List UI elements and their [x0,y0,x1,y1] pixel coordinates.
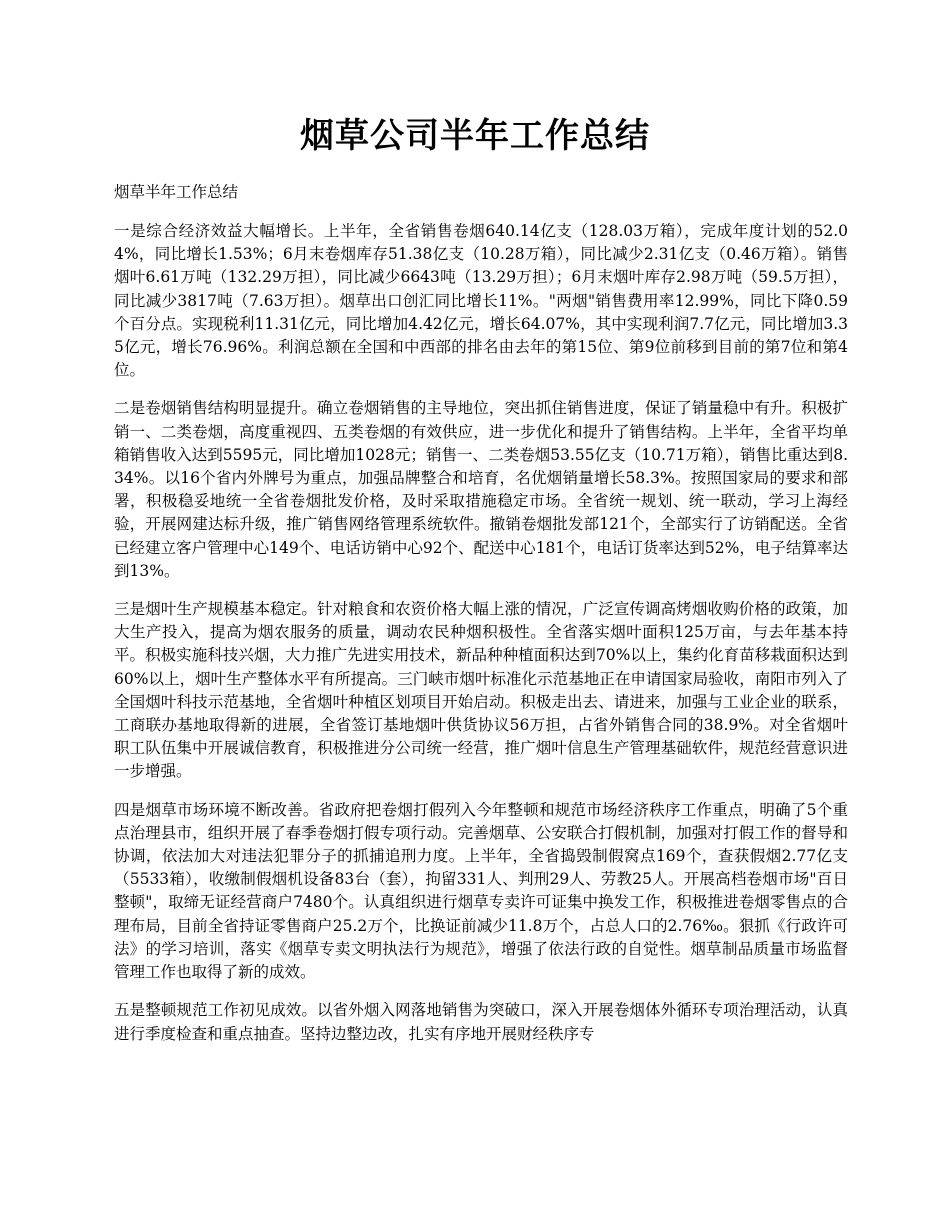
document-title: 烟草公司半年工作总结 [300,116,650,156]
paragraph-4: 四是烟草市场环境不断改善。省政府把卷烟打假列入今年整顿和规范市场经济秩序工作重点，明确了5个重点治理县市，组织开展了春季卷烟打假专项行动。完善烟草、公安联合打假机制，加强对打假工作的督导和协调，依法加大对违法犯罪分子的抓捕追刑力度。上半年，全省捣毁制假窝点169个，查获假烟2.77亿支（5533箱），收缴制假烟机设备83台（套），拘留331人、判刑29人、劳教25人。开展高档卷烟市场"百日整顿"，取缔无证经营商户7480个。认真组织进行烟草专卖许可证集中换发工作，积极推进卷烟零售点的合理布局，目前全省持证零售商户25.2万个，比换证前减少11.8万个，占总人口的2.76‰。狠抓《行政许可法》的学习培训，落实《烟草专卖文明执法行为规范》，增强了依法行政的自觉性。烟草制品质量市场监督管理工作也取得了新的成效。 [114,800,848,982]
paragraph-5: 五是整顿规范工作初见成效。以省外烟入网落地销售为突破口，深入开展卷烟体外循环专项治理活动，认真进行季度检查和重点抽查。坚持边整边改，扎实有序地开展财经秩序专 [114,1001,848,1043]
paragraph-3: 三是烟叶生产规模基本稳定。针对粮食和农资价格大幅上涨的情况，广泛宣传调高烤烟收购价格的政策，加大生产投入，提高为烟农服务的质量，调动农民种烟积极性。全省落实烟叶面积125万亩，与去年基本持平。积极实施科技兴烟，大力推广先进实用技术，新品种种植面积达到70%以上，集约化育苗移栽面积达到60%以上，烟叶生产整体水平有所提高。三门峡市烟叶标准化示范基地正在申请国家局验收，南阳市列入了全国烟叶科技示范基地，全省烟叶种植区划项目开始启动。积极走出去、请进来，加强与工业企业的联系，工商联办基地取得新的进展，全省签订基地烟叶供货协议56万担，占省外销售合同的38.9%。对全省烟叶职工队伍集中开展诚信教育，积极推进分公司统一经营，推广烟叶信息生产管理基础软件，规范经营意识进一步增强。 [114,600,848,781]
paragraph-2: 二是卷烟销售结构明显提升。确立卷烟销售的主导地位，突出抓住销售进度，保证了销量稳中有升。积极扩销一、二类卷烟，高度重视四、五类卷烟的有效供应，进一步优化和提升了销售结构。上半年，全省平均单箱销售收入达到5595元，同比增加1028元；销售一、二类卷烟53.55亿支（10.71万箱），销售比重达到8.34%。以16个省内外牌号为重点，加强品牌整合和培育，名优烟销量增长58.3%。按照国家局的要求和部署，积极稳妥地统一全省卷烟批发价格，及时采取措施稳定市场。全省统一规划、统一联动，学习上海经验，开展网建达标升级，推广销售网络管理系统软件。撤销卷烟批发部121个，全部实行了访销配送。全省已经建立客户管理中心149个、电话访销中心92个、配送中心181个，电话订货率达到52%，电子结算率达到13%。 [114,399,848,580]
document-body [114,220,848,1061]
paragraph-1: 一是综合经济效益大幅增长。上半年，全省销售卷烟640.14亿支（128.03万箱），完成年度计划的52.04%，同比增长1.53%；6月末卷烟库存51.38亿支（10.28万箱），同比减少2.31亿支（0.46万箱）。销售烟叶6.61万吨（132.29万担），同比减少6643吨（13.29万担）；6月末烟叶库存2.98万吨（59.5万担），同比减少3817吨（7.63万担）。烟草出口创汇同比增长11%。"两烟"销售费用率12.99%，同比下降0.59个百分点。实现税利11.31亿元，同比增加4.42亿元，增长64.07%，其中实现利润7.7亿元，同比增加3.35亿元，增长76.96%。利润总额在全国和中西部的排名由去年的第15位、第9位前移到目前的第7位和第4位。 [114,222,848,380]
document-subtitle: 烟草半年工作总结 [114,183,239,201]
